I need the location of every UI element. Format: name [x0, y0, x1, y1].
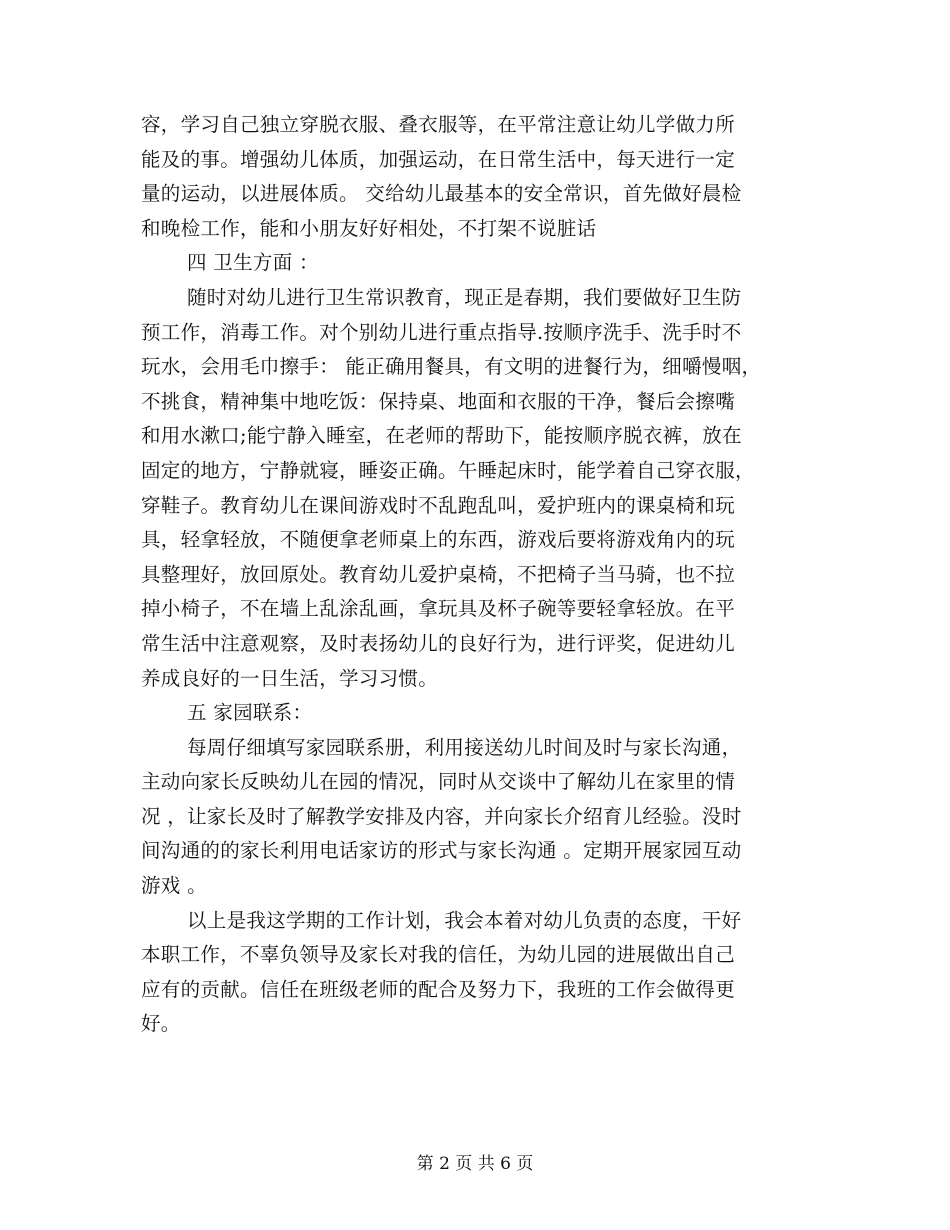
body-line-9: 不挑食，精神集中地吃饭：保持桌、地面和衣服的干净，餐后会擦嘴: [141, 389, 736, 413]
body-line-20: 主动向家长反映幼儿在园的情况，同时从交谈中了解幼儿在家里的情: [141, 770, 736, 794]
body-line-10: 和用水漱口;能宁静入睡室，在老师的帮助下，能按顺序脱衣裤，放在: [141, 424, 742, 448]
body-line-11: 固定的地方，宁静就寝，睡姿正确。午睡起床时，能学着自己穿衣服，: [141, 458, 755, 482]
body-line-16: 常生活中注意观察，及时表扬幼儿的良好行为，进行评奖，促进幼儿: [141, 631, 736, 655]
body-line-15: 掉小椅子，不在墙上乱涂乱画，拿玩具及杯子碗等要轻拿轻放。在平: [141, 597, 736, 621]
body-line-4: 和晚检工作，能和小朋友好好相处，不打架不说脏话: [141, 216, 597, 240]
body-line-1: 容，学习自己独立穿脱衣服、叠衣服等，在平常注意让幼儿学做力所: [141, 113, 736, 136]
body-line-8: 玩水，会用毛巾擦手： 能正确用餐具，有文明的进餐行为，细嚼慢咽，: [141, 355, 762, 379]
body-line-25: 本职工作，不辜负领导及家长对我的信任，为幼儿园的进展做出自己: [141, 943, 736, 967]
body-line-6: 随时对幼儿进行卫生常识教育，现正是春期，我们要做好卫生防: [187, 285, 742, 309]
body-line-14: 具整理好，放回原处。教育幼儿爱护桌椅，不把椅子当马骑，也不拉: [141, 562, 736, 586]
body-line-2: 能及的事。增强幼儿体质，加强运动，在日常生活中，每天进行一定: [141, 147, 736, 171]
body-line-27: 好。: [141, 1012, 181, 1036]
body-line-12: 穿鞋子。教育幼儿在课间游戏时不乱跑乱叫，爱护班内的课桌椅和玩: [141, 493, 736, 517]
body-line-7: 预工作，消毒工作。对个别幼儿进行重点指导.按顺序洗手、洗手时不: [141, 320, 742, 344]
body-line-22: 间沟通的的家长利用电话家访的形式与家长沟通 。定期开展家园互动: [141, 839, 742, 863]
body-line-23: 游戏 。: [141, 874, 207, 898]
body-line-13: 具，轻拿轻放，不随便拿老师桌上的东西，游戏后要将游戏角内的玩: [141, 528, 736, 552]
body-line-26: 应有的贡献。信任在班级老师的配合及努力下，我班的工作会做得更: [141, 977, 736, 1001]
body-line-21: 况 ，让家长及时了解教学安排及内容，并向家长介绍育儿经验。没时: [141, 804, 742, 828]
section-heading-home-school: 五 家园联系：: [187, 701, 313, 725]
body-line-17: 养成良好的一日生活，学习习惯。: [141, 666, 439, 690]
document-body: [141, 108, 809, 1042]
body-line-3: 量的运动，以进展体质。 交给幼儿最基本的安全常识，首先做好晨检: [141, 182, 742, 206]
body-line-24: 以上是我这学期的工作计划，我会本着对幼儿负责的态度，干好: [187, 908, 742, 932]
section-heading-hygiene: 四 卫生方面 ：: [187, 251, 319, 275]
body-line-19: 每周仔细填写家园联系册，利用接送幼儿时间及时与家长沟通，: [187, 735, 742, 759]
page-number-footer: 第 2 页 共 6 页: [416, 1154, 534, 1174]
